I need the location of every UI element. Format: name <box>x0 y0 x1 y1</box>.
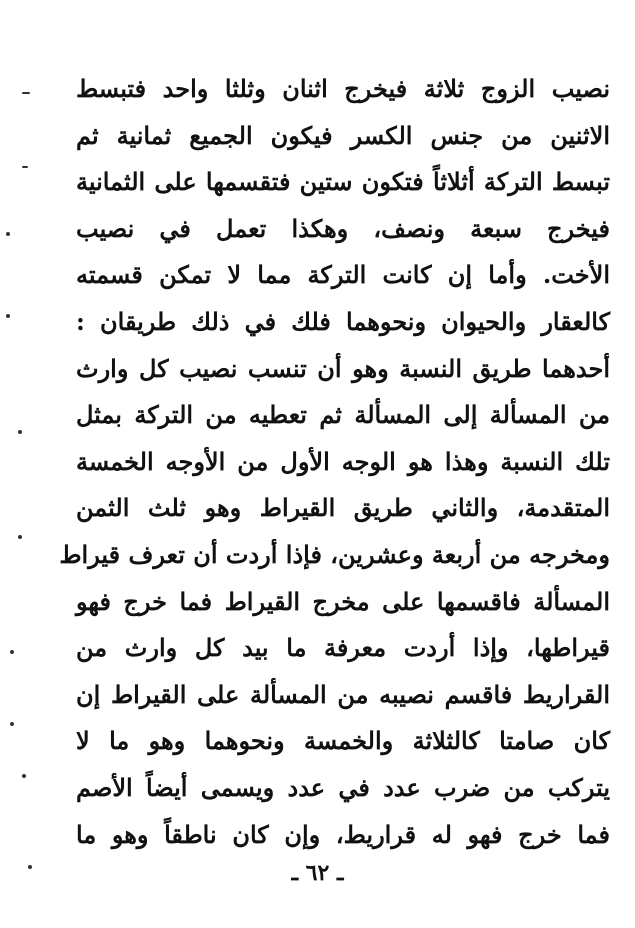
text-line-8: من المسألة إلى المسألة ثم تعطيه من التركة بمثل <box>76 400 610 430</box>
page-number: ـ ٦٢ ـ <box>291 860 344 886</box>
margin-mark <box>22 166 28 168</box>
body-text <box>59 66 610 858</box>
text-line-16: يتركب من ضرب عدد في عدد ويسمى أيضاً الأصم <box>76 772 610 802</box>
margin-mark <box>6 232 10 236</box>
margin-mark <box>22 774 26 778</box>
text-line-9: تلك النسبة وهذا هو الوجه الأول من الأوجه الخمسة <box>76 446 610 476</box>
text-line-3: تبسط التركة أثلاثاً فتكون ستين فتقسمها على الثمانية <box>76 167 610 197</box>
text-line-17: فما خرج فهو له قراريط، وإن كان ناطقاً وهو ما <box>76 819 610 849</box>
text-line-2: الاثنين من جنس الكسر فيكون الجميع ثمانية ثم <box>76 120 610 150</box>
text-line-5: الأخت. وأما إن كانت التركة مما لا تمكن قسمته <box>76 260 610 290</box>
margin-mark <box>22 92 30 94</box>
margin-mark <box>6 314 10 318</box>
margin-mark <box>28 865 32 869</box>
text-line-13: قيراطها، وإذا أردت معرفة ما بيد كل وارث من <box>76 633 610 663</box>
text-line-15: كان صامتا كالثلاثة والخمسة ونحوهما وهو ما لا <box>76 726 610 756</box>
margin-mark <box>10 722 14 726</box>
text-line-14: القراريط فاقسم نصيبه من المسألة على القيراط إن <box>76 679 610 709</box>
text-line-4: فيخرج سبعة ونصف، وهكذا تعمل في نصيب <box>76 213 610 243</box>
text-line-10: المتقدمة، والثاني طريق القيراط وهو ثلث الثمن <box>76 493 610 523</box>
text-line-1: نصيب الزوج ثلاثة فيخرج اثنان وثلثا واحد فتبسط <box>76 74 610 103</box>
margin-mark <box>18 535 22 539</box>
text-line-11: ومخرجه من أربعة وعشرين، فإذا أردت أن تعرف قيراط <box>59 539 610 569</box>
margin-mark <box>10 650 14 654</box>
text-line-6: كالعقار والحيوان ونحوهما فلك في ذلك طريقان : <box>76 306 610 336</box>
margin-mark <box>18 430 22 434</box>
text-line-12: المسألة فاقسمها على مخرج القيراط فما خرج فهو <box>76 586 610 616</box>
text-line-7: أحدهما طريق النسبة وهو أن تنسب نصيب كل وارث <box>76 353 610 383</box>
